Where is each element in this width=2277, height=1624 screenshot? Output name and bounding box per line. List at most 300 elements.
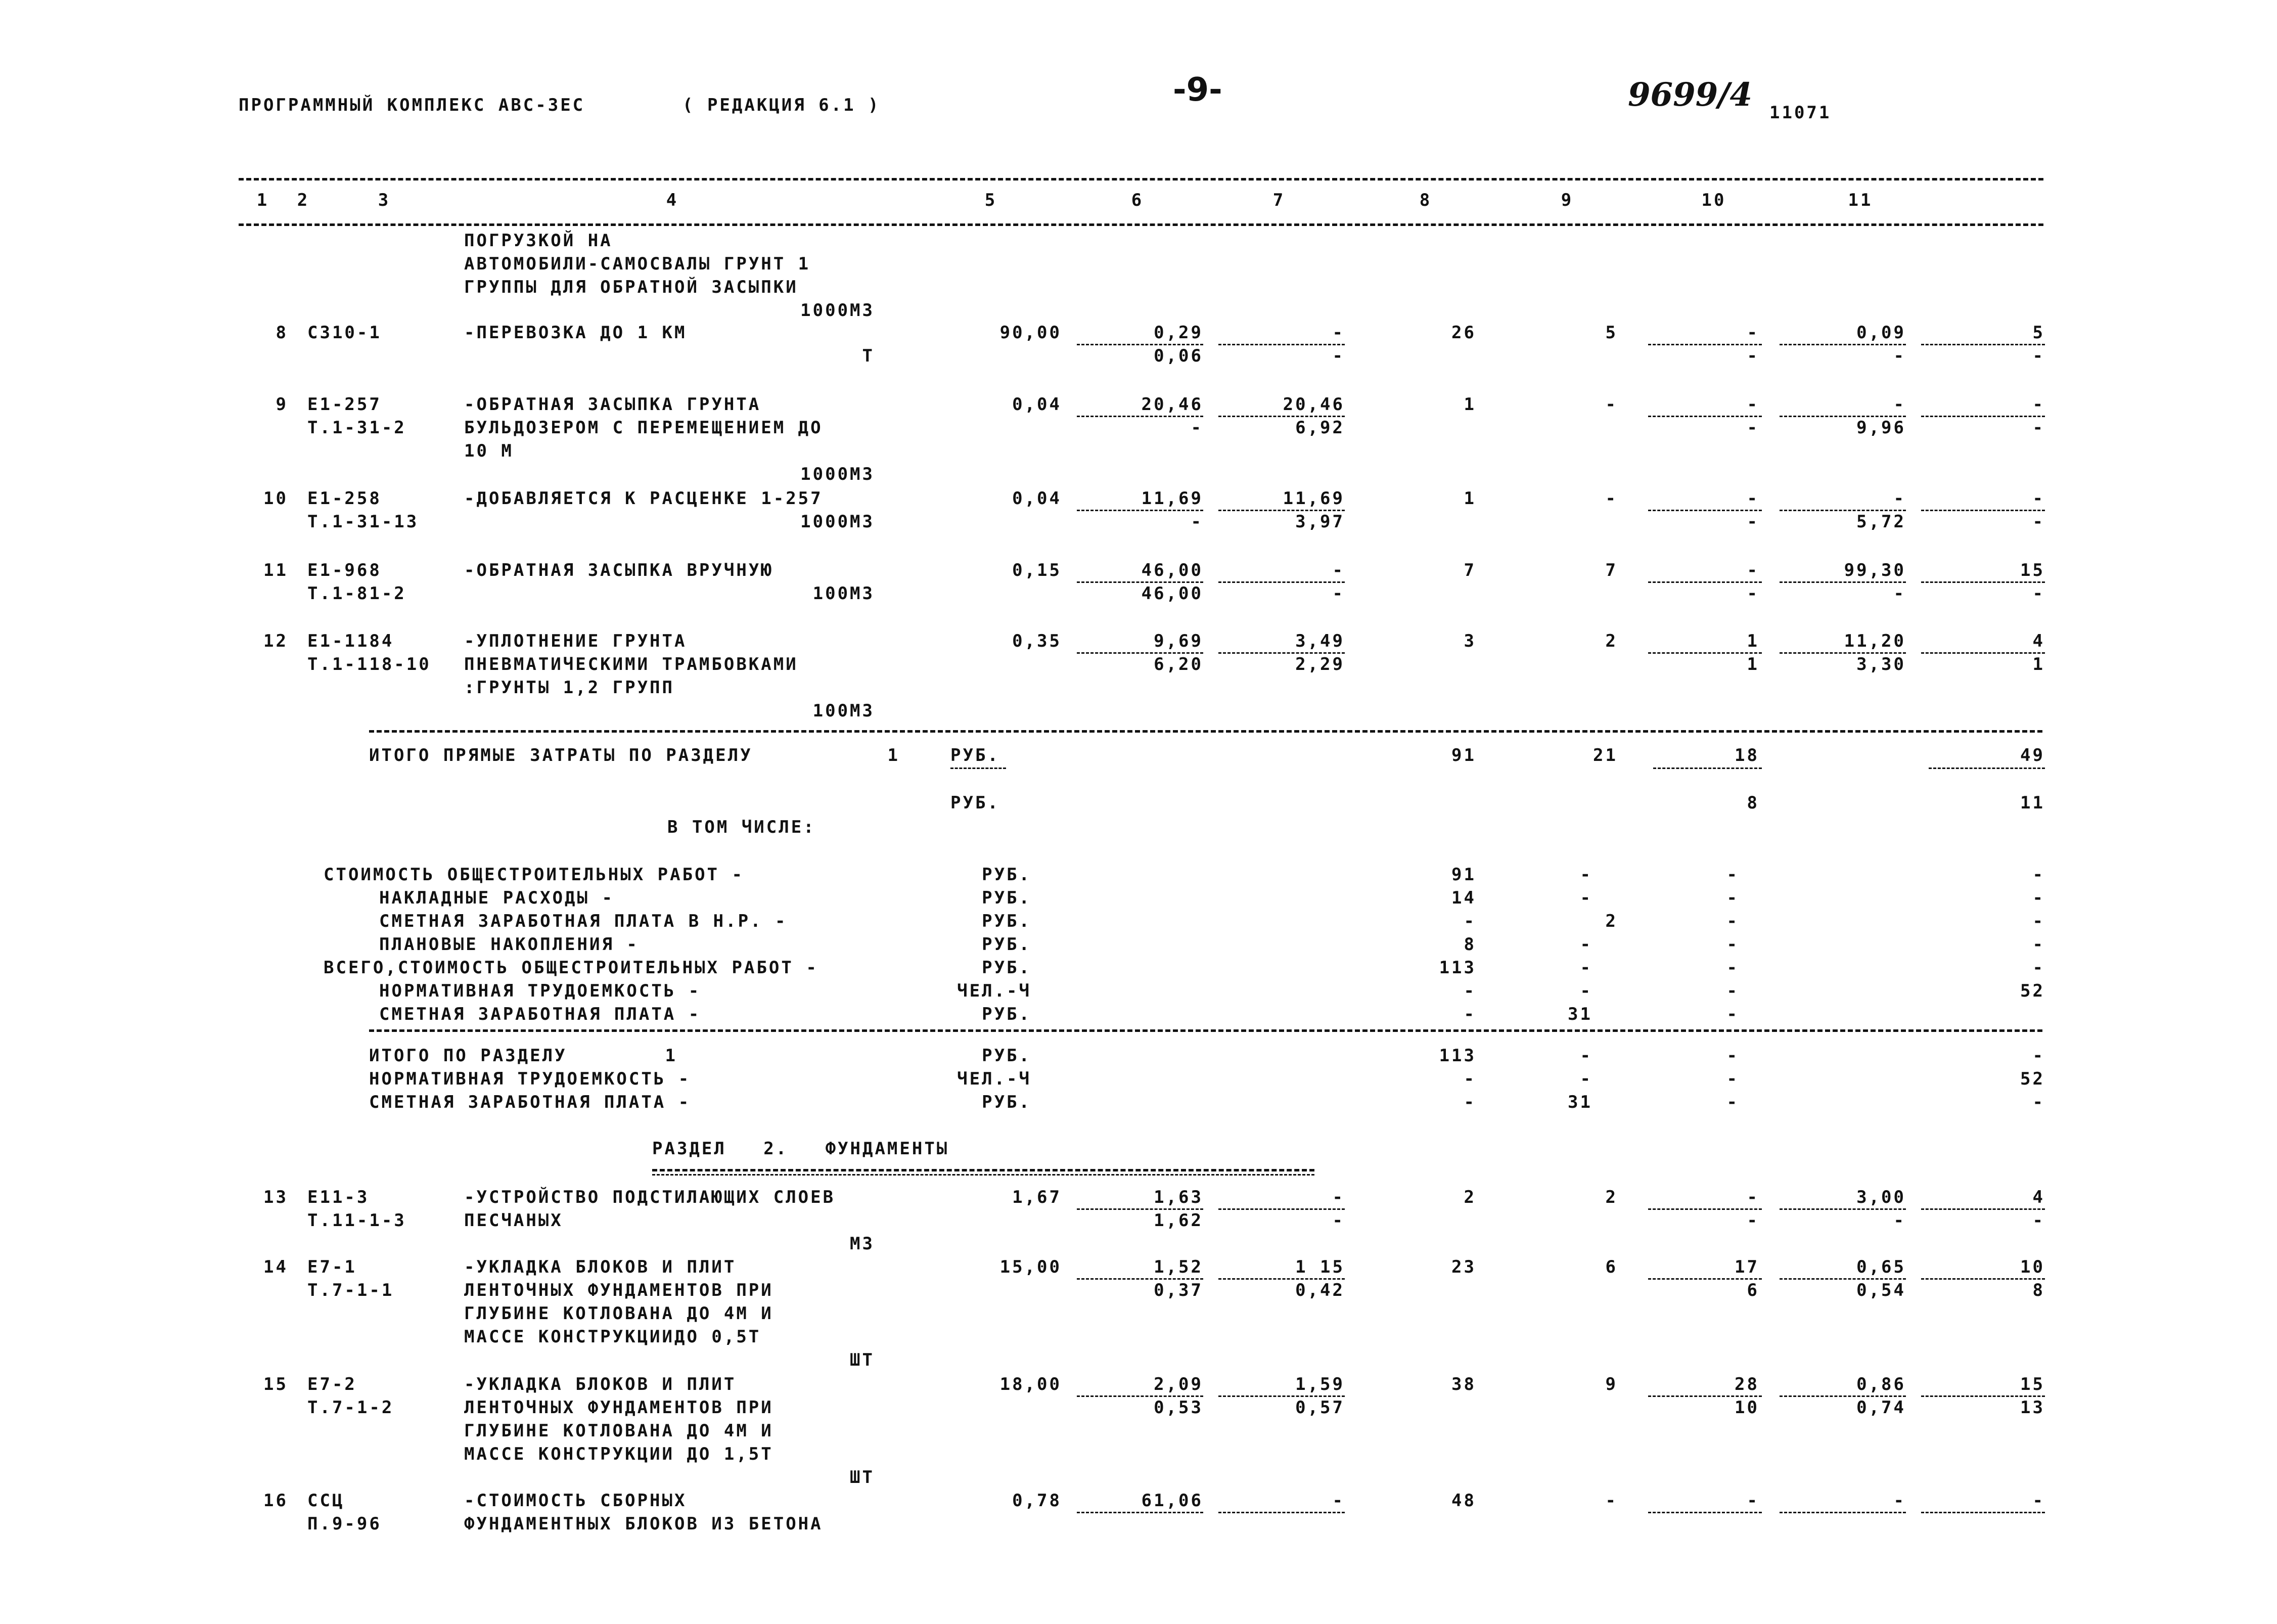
cell-labor-norm: 3,00: [1856, 1187, 1906, 1207]
column-number: 6: [1131, 190, 1144, 210]
cell-unit-wage: 0,37: [1154, 1280, 1203, 1300]
table-top-rule: [239, 178, 2043, 181]
dashed-rule: [1218, 1208, 1345, 1210]
cell-machine-price: -: [1332, 560, 1345, 580]
cell-labor-norm: -: [1893, 394, 1906, 415]
cell-unit-wage: -: [1191, 512, 1203, 532]
cell-machine-total: -: [1747, 560, 1759, 580]
cell-unit-wage: 46,00: [1141, 583, 1203, 604]
row-unit: ШТ: [850, 1350, 875, 1370]
doc-code: 11071: [1769, 103, 1832, 123]
row-code-ref: Т.1-31-13: [307, 512, 419, 532]
row-code-ref: Т.1-31-2: [307, 418, 406, 438]
row-description: -ОБРАТНАЯ ЗАСЫПКА ВРУЧНУЮ: [464, 560, 773, 580]
row-code: Е1-968: [307, 560, 382, 580]
cell-total: 23: [1451, 1257, 1476, 1277]
column-number: 3: [378, 190, 391, 210]
column-number: 11: [1848, 190, 1873, 210]
dashed-rule: [1648, 581, 1762, 583]
row-description: МАССЕ КОНСТРУКЦИИДО 0,5Т: [464, 1327, 761, 1347]
total-direct-c9: 18: [1735, 745, 1759, 765]
dashed-rule: [1780, 1278, 1906, 1280]
column-number: 8: [1419, 190, 1432, 210]
summary-unit: РУБ.: [982, 888, 1031, 908]
cell-machine-price: 3,49: [1295, 631, 1345, 651]
cell-wages: 7: [1605, 560, 1618, 580]
cell-wages: 9: [1605, 1374, 1618, 1394]
dashed-rule: [1921, 510, 2045, 511]
cell-labor-total: -: [2032, 1491, 2045, 1511]
row-code: Е11-3: [307, 1187, 370, 1207]
cell-labor-total: -: [2032, 394, 2045, 415]
cell-machine-wage-total: 10: [1735, 1397, 1759, 1418]
cell-machine-wage-total: -: [1747, 1210, 1759, 1231]
cell-quantity: 0,04: [1012, 488, 1062, 509]
cell-machine-wage-total: 6: [1747, 1280, 1759, 1300]
cell-machine-wage: 3,97: [1295, 512, 1345, 532]
cell-labor-norm-b: -: [1893, 583, 1906, 604]
section-total-label: НОРМАТИВНАЯ ТРУДОЕМКОСТЬ -: [369, 1069, 691, 1089]
cell-unit-price: 20,46: [1141, 394, 1203, 415]
cell-labor-norm: -: [1893, 488, 1906, 509]
cell-labor-total: 15: [2020, 1374, 2045, 1394]
row-unit: 100М3: [812, 701, 875, 721]
dashed-rule: [652, 1174, 1314, 1176]
cell-unit-wage: 6,20: [1154, 654, 1203, 674]
cell-wages: -: [1605, 1491, 1618, 1511]
cell-machine-price: 1 15: [1295, 1257, 1345, 1277]
section-total-c8: 31: [1568, 1092, 1592, 1112]
summary-c9: -: [1726, 888, 1739, 908]
cell-unit-wage: 0,06: [1154, 346, 1203, 366]
row-code: ССЦ: [307, 1491, 345, 1511]
cell-quantity: 0,15: [1012, 560, 1062, 580]
page-number: -9-: [1173, 71, 1222, 109]
dashed-rule: [1648, 344, 1762, 345]
cell-quantity: 90,00: [999, 323, 1062, 343]
dashed-rule: [1077, 652, 1203, 654]
cell-machine-wage: 2,29: [1295, 654, 1345, 674]
dashed-rule: [1077, 416, 1203, 417]
dashed-rule: [1921, 1278, 2045, 1280]
total-direct-unit: РУБ.: [950, 745, 1000, 765]
dashed-rule: [1921, 652, 2045, 654]
summary-c11: -: [2032, 865, 2045, 885]
cell-labor-norm-b: -: [1893, 346, 1906, 366]
dashed-rule: [1077, 1278, 1203, 1280]
row-number: 12: [263, 631, 288, 651]
dashed-rule: [1218, 416, 1345, 417]
row-code-ref: Т.1-81-2: [307, 583, 406, 604]
row-unit: М3: [850, 1234, 875, 1254]
row-code: Е1-258: [307, 488, 382, 509]
cell-unit-price: 11,69: [1141, 488, 1203, 509]
section-total-unit: РУБ.: [982, 1092, 1031, 1112]
cell-unit-price: 1,52: [1154, 1257, 1203, 1277]
summary-c9: -: [1726, 911, 1739, 931]
row-code-ref: Т.11-1-3: [307, 1210, 406, 1231]
dashed-rule: [1077, 1208, 1203, 1210]
row-unit: Т: [862, 346, 875, 366]
cell-labor-norm-b: 5,72: [1856, 512, 1906, 532]
cell-quantity: 0,35: [1012, 631, 1062, 651]
edition-label: ( РЕДАКЦИЯ 6.1 ): [682, 95, 881, 115]
summary-unit: РУБ.: [982, 1004, 1031, 1024]
summary-c11: 52: [2020, 981, 2045, 1001]
column-number: 1: [256, 190, 269, 210]
cell-wages: 2: [1605, 631, 1618, 651]
row-unit: 1000М3: [800, 464, 875, 484]
section-total-c9: -: [1726, 1046, 1739, 1066]
dashed-rule: [1921, 1208, 2045, 1210]
dashed-rule: [1780, 581, 1906, 583]
column-number: 10: [1701, 190, 1726, 210]
section-total-unit: РУБ.: [982, 1046, 1031, 1066]
cell-machine-wage: -: [1332, 583, 1345, 604]
total-direct-c7: 91: [1451, 745, 1476, 765]
summary-c7: -: [1464, 981, 1476, 1001]
row-description: ГЛУБИНЕ КОТЛОВАНА ДО 4М И: [464, 1303, 773, 1324]
cell-machine-price: 11,69: [1283, 488, 1345, 509]
summary-c7: -: [1464, 1004, 1476, 1024]
row-number: 11: [263, 560, 288, 580]
header-bottom-rule: [239, 223, 2043, 226]
cell-machine-wage-total: -: [1747, 512, 1759, 532]
cell-machine-total: 17: [1735, 1257, 1759, 1277]
cell-labor-total-b: -: [2032, 512, 2045, 532]
summary-label: СМЕТНАЯ ЗАРАБОТНАЯ ПЛАТА -: [379, 1004, 701, 1024]
cell-unit-wage: -: [1191, 418, 1203, 438]
section-total-c11: 52: [2020, 1069, 2045, 1089]
row-description: :ГРУНТЫ 1,2 ГРУПП: [464, 678, 674, 698]
dashed-rule: [1780, 652, 1906, 654]
dashed-rule: [1218, 1278, 1345, 1280]
cell-quantity: 15,00: [999, 1257, 1062, 1277]
cell-unit-price: 2,09: [1154, 1374, 1203, 1394]
row-description: АВТОМОБИЛИ-САМОСВАЛЫ ГРУНТ 1: [464, 254, 811, 274]
row-description: 10 М: [464, 441, 514, 461]
total-direct-c9b: 8: [1747, 793, 1759, 813]
dashed-rule: [369, 1029, 2042, 1032]
dashed-rule: [1077, 344, 1203, 345]
cell-machine-total: -: [1747, 1187, 1759, 1207]
cell-wages: 2: [1605, 1187, 1618, 1207]
section-total-label: СМЕТНАЯ ЗАРАБОТНАЯ ПЛАТА -: [369, 1092, 691, 1112]
row-code: Е7-2: [307, 1374, 357, 1394]
row-description: -СТОИМОСТЬ СБОРНЫХ: [464, 1491, 687, 1511]
column-number: 7: [1272, 190, 1286, 210]
cell-labor-total: 15: [2020, 560, 2045, 580]
row-description: ГРУППЫ ДЛЯ ОБРАТНОЙ ЗАСЫПКИ: [464, 277, 798, 297]
cell-machine-price: -: [1332, 1187, 1345, 1207]
cell-machine-wage: 6,92: [1295, 418, 1345, 438]
total-direct-section: 1: [887, 745, 900, 765]
cell-quantity: 1,67: [1012, 1187, 1062, 1207]
cell-machine-wage-total: 1: [1747, 654, 1759, 674]
row-description: -ОБРАТНАЯ ЗАСЫПКА ГРУНТА: [464, 394, 761, 415]
cell-labor-norm-b: -: [1893, 1210, 1906, 1231]
summary-unit: РУБ.: [982, 934, 1031, 955]
dashed-rule: [1648, 1395, 1762, 1397]
dashed-rule: [1921, 1395, 2045, 1397]
row-number: 16: [263, 1491, 288, 1511]
dashed-rule: [1218, 510, 1345, 511]
row-number: 9: [276, 394, 288, 415]
summary-c11: -: [2032, 958, 2045, 978]
dashed-rule: [1921, 1512, 2045, 1513]
row-number: 14: [263, 1257, 288, 1277]
row-code: Е7-1: [307, 1257, 357, 1277]
cell-total: 1: [1464, 394, 1476, 415]
column-number: 5: [984, 190, 997, 210]
row-description: ГЛУБИНЕ КОТЛОВАНА ДО 4М И: [464, 1421, 773, 1441]
dashed-rule: [1780, 510, 1906, 511]
cell-labor-total: -: [2032, 488, 2045, 509]
cell-total: 2: [1464, 1187, 1476, 1207]
summary-c7: -: [1464, 911, 1476, 931]
cell-machine-wage: 0,42: [1295, 1280, 1345, 1300]
cell-total: 48: [1451, 1491, 1476, 1511]
cell-machine-wage: 0,57: [1295, 1397, 1345, 1418]
dashed-rule: [1648, 1512, 1762, 1513]
cell-total: 26: [1451, 323, 1476, 343]
section-2-title: РАЗДЕЛ 2. ФУНДАМЕНТЫ: [652, 1139, 949, 1159]
cell-machine-wage-total: -: [1747, 418, 1759, 438]
cell-machine-total: -: [1747, 323, 1759, 343]
program-title: ПРОГРАММНЫЙ КОМПЛЕКС АВС-3ЕС: [239, 95, 585, 115]
cell-labor-total-b: -: [2032, 1210, 2045, 1231]
row-description: ЛЕНТОЧНЫХ ФУНДАМЕНТОВ ПРИ: [464, 1280, 773, 1300]
section-total-c11: -: [2032, 1046, 2045, 1066]
section-total-c8: -: [1580, 1046, 1592, 1066]
cell-total: 38: [1451, 1374, 1476, 1394]
cell-unit-price: 61,06: [1141, 1491, 1203, 1511]
dashed-rule: [1780, 1395, 1906, 1397]
row-description: БУЛЬДОЗЕРОМ С ПЕРЕМЕЩЕНИЕМ ДО: [464, 418, 823, 438]
cell-labor-norm-b: 3,30: [1856, 654, 1906, 674]
total-direct-c8: 21: [1593, 745, 1618, 765]
row-description: ПОГРУЗКОЙ НА: [464, 231, 613, 251]
row-description: -УПЛОТНЕНИЕ ГРУНТА: [464, 631, 687, 651]
row-code-ref: П.9-96: [307, 1514, 382, 1534]
summary-c9: -: [1726, 981, 1739, 1001]
dashed-rule: [652, 1169, 1314, 1171]
row-number: 10: [263, 488, 288, 509]
cell-machine-total: 1: [1747, 631, 1759, 651]
cell-labor-total: 4: [2032, 631, 2045, 651]
cell-labor-total-b: 13: [2020, 1397, 2045, 1418]
cell-labor-total-b: 1: [2032, 654, 2045, 674]
row-description: ЛЕНТОЧНЫХ ФУНДАМЕНТОВ ПРИ: [464, 1397, 773, 1418]
summary-label: СМЕТНАЯ ЗАРАБОТНАЯ ПЛАТА В Н.Р. -: [379, 911, 788, 931]
total-direct-c11: 49: [2020, 745, 2045, 765]
dashed-rule: [1648, 1208, 1762, 1210]
dashed-rule: [1648, 1278, 1762, 1280]
dashed-rule: [1921, 581, 2045, 583]
row-description: -УСТРОЙСТВО ПОДСТИЛАЮЩИХ СЛОЕВ: [464, 1187, 836, 1207]
cell-unit-wage: 0,53: [1154, 1397, 1203, 1418]
cell-unit-price: 0,29: [1154, 323, 1203, 343]
cell-labor-total: 10: [2020, 1257, 2045, 1277]
row-description: -ПЕРЕВОЗКА ДО 1 КМ: [464, 323, 687, 343]
section-total-c11: -: [2032, 1092, 2045, 1112]
row-unit: 1000М3: [800, 512, 875, 532]
cell-labor-norm: 0,09: [1856, 323, 1906, 343]
summary-c9: -: [1726, 865, 1739, 885]
dashed-rule: [950, 768, 1006, 769]
cell-machine-total: -: [1747, 488, 1759, 509]
summary-c9: -: [1726, 934, 1739, 955]
dashed-rule: [369, 730, 2042, 733]
section-total-c7: -: [1464, 1069, 1476, 1089]
summary-c8: -: [1580, 865, 1592, 885]
summary-c8: -: [1580, 981, 1592, 1001]
column-number: 9: [1561, 190, 1574, 210]
dashed-rule: [1077, 1395, 1203, 1397]
summary-c7: 14: [1451, 888, 1476, 908]
row-unit: 100М3: [812, 583, 875, 604]
including-label: В ТОМ ЧИСЛЕ:: [667, 817, 816, 837]
summary-unit: РУБ.: [982, 865, 1031, 885]
cell-machine-wage-total: -: [1747, 346, 1759, 366]
row-description: ФУНДАМЕНТНЫХ БЛОКОВ ИЗ БЕТОНА: [464, 1514, 823, 1534]
row-code: С310-1: [307, 323, 382, 343]
summary-c7: 113: [1439, 958, 1476, 978]
cell-machine-wage: -: [1332, 1210, 1345, 1231]
total-direct-unit-2: РУБ.: [950, 793, 1000, 813]
row-unit: 1000М3: [800, 300, 875, 321]
cell-labor-total: 4: [2032, 1187, 2045, 1207]
cell-wages: -: [1605, 394, 1618, 415]
cell-labor-total-b: -: [2032, 418, 2045, 438]
row-description: -ДОБАВЛЯЕТСЯ К РАСЦЕНКЕ 1-257: [464, 488, 823, 509]
cell-quantity: 0,78: [1012, 1491, 1062, 1511]
cell-total: 3: [1464, 631, 1476, 651]
cell-machine-total: -: [1747, 394, 1759, 415]
section-total-c8: -: [1580, 1069, 1592, 1089]
row-code-ref: Т.7-1-1: [307, 1280, 394, 1300]
cell-wages: 5: [1605, 323, 1618, 343]
dashed-rule: [1218, 1395, 1345, 1397]
summary-unit: ЧЕЛ.-Ч: [957, 981, 1031, 1001]
dashed-rule: [1077, 1512, 1203, 1513]
total-direct-c11b: 11: [2020, 793, 2045, 813]
cell-machine-price: 20,46: [1283, 394, 1345, 415]
cell-labor-norm: 11,20: [1844, 631, 1906, 651]
row-unit: ШТ: [850, 1467, 875, 1487]
cell-labor-norm-b: 9,96: [1856, 418, 1906, 438]
section-total-c7: 113: [1439, 1046, 1476, 1066]
cell-machine-total: -: [1747, 1491, 1759, 1511]
row-code-ref: Т.1-118-10: [307, 654, 431, 674]
cell-unit-price: 1,63: [1154, 1187, 1203, 1207]
cell-labor-norm: 0,86: [1856, 1374, 1906, 1394]
row-description: ПЕСЧАНЫХ: [464, 1210, 563, 1231]
summary-c8: -: [1580, 958, 1592, 978]
summary-c7: 91: [1451, 865, 1476, 885]
cell-unit-wage: 1,62: [1154, 1210, 1203, 1231]
cell-machine-price: -: [1332, 1491, 1345, 1511]
dashed-rule: [1218, 344, 1345, 345]
summary-c8: -: [1580, 934, 1592, 955]
cell-wages: -: [1605, 488, 1618, 509]
cell-machine-wage-total: -: [1747, 583, 1759, 604]
section-total-c7: -: [1464, 1092, 1476, 1112]
cell-labor-norm-b: 0,74: [1856, 1397, 1906, 1418]
cell-quantity: 0,04: [1012, 394, 1062, 415]
row-description: -УКЛАДКА БЛОКОВ И ПЛИТ: [464, 1257, 737, 1277]
row-code: Е1-1184: [307, 631, 394, 651]
row-number: 13: [263, 1187, 288, 1207]
cell-labor-total-b: -: [2032, 346, 2045, 366]
summary-unit: РУБ.: [982, 911, 1031, 931]
row-description: -УКЛАДКА БЛОКОВ И ПЛИТ: [464, 1374, 737, 1394]
row-code: Е1-257: [307, 394, 382, 415]
dashed-rule: [1653, 768, 1762, 769]
cell-labor-total-b: -: [2032, 583, 2045, 604]
dashed-rule: [1648, 416, 1762, 417]
column-number: 4: [666, 190, 679, 210]
row-number: 15: [263, 1374, 288, 1394]
dashed-rule: [1780, 416, 1906, 417]
dashed-rule: [1648, 652, 1762, 654]
section-total-unit: ЧЕЛ.-Ч: [957, 1069, 1031, 1089]
summary-c8: 2: [1605, 911, 1618, 931]
cell-labor-norm: 99,30: [1844, 560, 1906, 580]
row-number: 8: [276, 323, 288, 343]
column-number: 2: [297, 190, 310, 210]
summary-c8: -: [1580, 888, 1592, 908]
dashed-rule: [1780, 1208, 1906, 1210]
cell-quantity: 18,00: [999, 1374, 1062, 1394]
summary-unit: РУБ.: [982, 958, 1031, 978]
total-direct-label: ИТОГО ПРЯМЫЕ ЗАТРАТЫ ПО РАЗДЕЛУ: [369, 745, 753, 765]
dashed-rule: [1921, 416, 2045, 417]
dashed-rule: [1218, 1512, 1345, 1513]
cell-labor-norm: 0,65: [1856, 1257, 1906, 1277]
cell-unit-price: 9,69: [1154, 631, 1203, 651]
summary-c11: -: [2032, 934, 2045, 955]
dashed-rule: [1218, 581, 1345, 583]
summary-label: ВСЕГО,СТОИМОСТЬ ОБЩЕСТРОИТЕЛЬНЫХ РАБОТ -: [324, 958, 818, 978]
dashed-rule: [1780, 344, 1906, 345]
dashed-rule: [1921, 344, 2045, 345]
row-description: МАССЕ КОНСТРУКЦИИ ДО 1,5Т: [464, 1444, 773, 1464]
dashed-rule: [1780, 1512, 1906, 1513]
cell-machine-price: -: [1332, 323, 1345, 343]
row-code-ref: Т.7-1-2: [307, 1397, 394, 1418]
summary-label: СТОИМОСТЬ ОБЩЕСТРОИТЕЛЬНЫХ РАБОТ -: [324, 865, 744, 885]
cell-unit-price: 46,00: [1141, 560, 1203, 580]
summary-label: НАКЛАДНЫЕ РАСХОДЫ -: [379, 888, 614, 908]
section-total-label: ИТОГО ПО РАЗДЕЛУ: [369, 1046, 567, 1066]
row-description: ПНЕВМАТИЧЕСКИМИ ТРАМБОВКАМИ: [464, 654, 798, 674]
cell-total: 7: [1464, 560, 1476, 580]
dashed-rule: [1218, 652, 1345, 654]
cell-total: 1: [1464, 488, 1476, 509]
cell-labor-norm-b: 0,54: [1856, 1280, 1906, 1300]
cell-labor-norm: -: [1893, 1491, 1906, 1511]
cell-machine-total: 28: [1735, 1374, 1759, 1394]
cell-labor-total-b: 8: [2032, 1280, 2045, 1300]
doc-number: 9699/4: [1628, 76, 1753, 114]
dashed-rule: [1929, 768, 2045, 769]
section-total-section: 1: [665, 1046, 677, 1066]
summary-c11: -: [2032, 911, 2045, 931]
cell-labor-total: 5: [2032, 323, 2045, 343]
summary-c11: -: [2032, 888, 2045, 908]
summary-c8: 31: [1568, 1004, 1592, 1024]
